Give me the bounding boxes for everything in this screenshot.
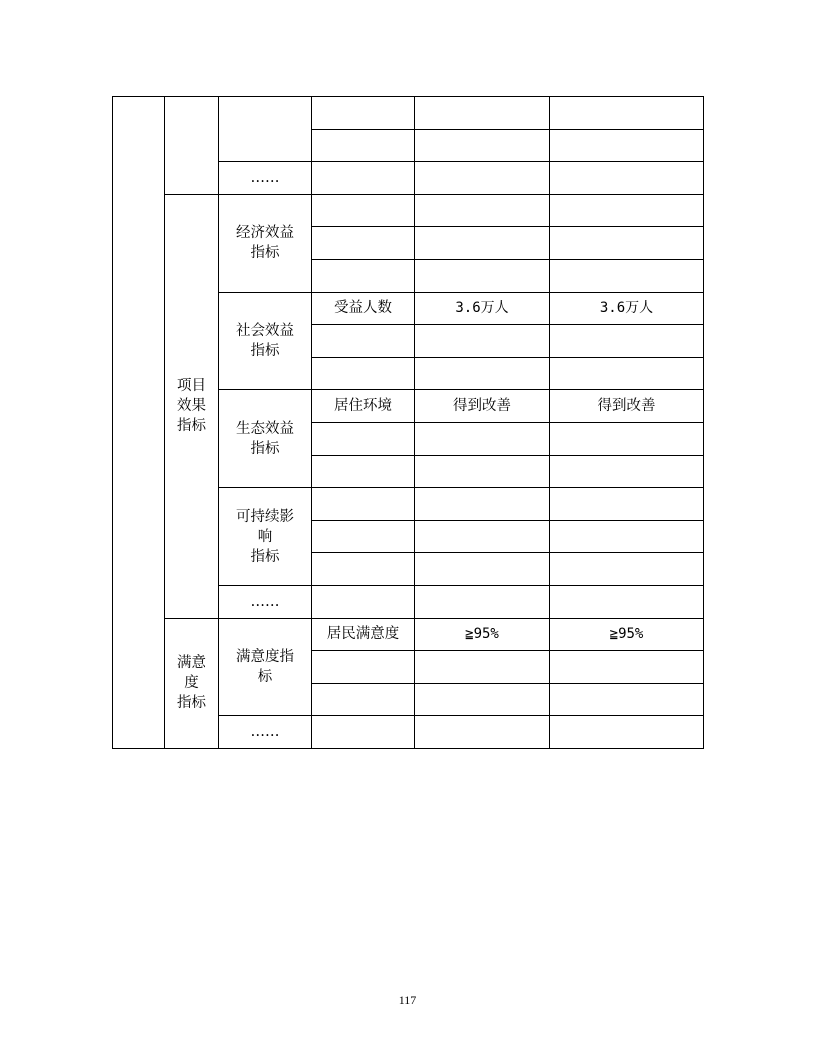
resident-satisfaction-name: 居民满意度 <box>326 626 400 643</box>
satisfaction-subcategory-label: 满意度指 标 <box>236 648 294 685</box>
social-benefit-cell <box>219 292 312 390</box>
target-value-cell <box>415 455 550 488</box>
target-value-cell <box>415 488 550 521</box>
indicator-name-cell <box>312 716 415 749</box>
resident-satisfaction-actual: ≧95% <box>609 626 644 643</box>
beneficiaries-target: 3.6万人 <box>455 300 509 317</box>
actual-value-cell <box>550 716 704 749</box>
indicator-name-cell <box>312 162 415 195</box>
actual-value-cell <box>550 325 704 358</box>
indicator-name-cell <box>312 292 415 325</box>
beneficiaries-name: 受益人数 <box>334 300 392 317</box>
sustainable-impact-cell <box>219 488 312 586</box>
actual-value-cell <box>550 618 704 651</box>
target-value-cell <box>415 129 550 162</box>
ecological-benefit-label: 生态效益 指标 <box>236 420 294 457</box>
social-benefit-label: 社会效益 指标 <box>236 322 294 359</box>
indicator-name-cell <box>312 227 415 260</box>
performance-indicator-table <box>112 96 704 749</box>
target-value-cell <box>415 683 550 716</box>
actual-value-cell <box>550 455 704 488</box>
satisfaction-category-cell <box>165 618 219 749</box>
page-number: 117 <box>398 993 417 1007</box>
target-value-cell <box>415 162 550 195</box>
target-value-cell <box>415 585 550 618</box>
indicator-name-cell <box>312 585 415 618</box>
actual-value-cell <box>550 651 704 684</box>
target-value-cell <box>415 716 550 749</box>
living-environment-actual: 得到改善 <box>597 398 656 415</box>
target-value-cell <box>415 618 550 651</box>
satisfaction-category-label: 满意 度 指标 <box>177 655 206 712</box>
actual-value-cell <box>550 683 704 716</box>
economic-benefit-label: 经济效益 指标 <box>236 225 294 262</box>
actual-value-cell <box>550 292 704 325</box>
indicator-name-cell <box>312 422 415 455</box>
previous-category-cell <box>165 97 219 195</box>
ellipsis-text: …… <box>250 593 280 610</box>
target-value-cell <box>415 520 550 553</box>
ecological-benefit-cell <box>219 390 312 488</box>
target-value-cell <box>415 553 550 586</box>
actual-value-cell <box>550 422 704 455</box>
actual-value-cell <box>550 390 704 423</box>
table-row <box>113 97 704 130</box>
effect-category-cell <box>165 194 219 618</box>
indicator-name-cell <box>312 129 415 162</box>
target-value-cell <box>415 357 550 390</box>
effect-category-label: 项目 效果 指标 <box>177 378 206 435</box>
actual-value-cell <box>550 162 704 195</box>
first-column-merged-cell <box>113 97 165 749</box>
indicator-name-cell <box>312 488 415 521</box>
target-value-cell <box>415 422 550 455</box>
actual-value-cell <box>550 488 704 521</box>
resident-satisfaction-target: ≧95% <box>465 626 499 643</box>
living-environment-target: 得到改善 <box>453 398 511 415</box>
actual-value-cell <box>550 129 704 162</box>
actual-value-cell <box>550 520 704 553</box>
actual-value-cell <box>550 259 704 292</box>
satisfaction-subcategory-cell <box>219 618 312 716</box>
target-value-cell <box>415 651 550 684</box>
ellipsis-cell <box>219 585 312 618</box>
indicator-name-cell <box>312 520 415 553</box>
indicator-name-cell <box>312 683 415 716</box>
indicator-name-cell <box>312 618 415 651</box>
indicator-name-cell <box>312 325 415 358</box>
target-value-cell <box>415 194 550 227</box>
target-value-cell <box>415 325 550 358</box>
actual-value-cell <box>550 227 704 260</box>
indicator-name-cell <box>312 194 415 227</box>
indicator-name-cell <box>312 357 415 390</box>
living-environment-name: 居住环境 <box>334 398 392 415</box>
target-value-cell <box>415 227 550 260</box>
target-value-cell <box>415 259 550 292</box>
target-value-cell <box>415 390 550 423</box>
sustainable-impact-label: 可持续影 响 指标 <box>236 508 294 565</box>
actual-value-cell <box>550 585 704 618</box>
ellipsis-text: …… <box>250 169 280 186</box>
target-value-cell <box>415 97 550 130</box>
indicator-name-cell <box>312 390 415 423</box>
ellipsis-cell <box>219 716 312 749</box>
indicator-name-cell <box>312 553 415 586</box>
economic-benefit-cell <box>219 194 312 292</box>
table-row <box>113 194 704 227</box>
table-row <box>113 618 704 651</box>
beneficiaries-actual: 3.6万人 <box>599 300 654 317</box>
actual-value-cell <box>550 194 704 227</box>
previous-subcategory-cell <box>219 97 312 162</box>
actual-value-cell <box>550 553 704 586</box>
ellipsis-cell <box>219 162 312 195</box>
actual-value-cell <box>550 97 704 130</box>
indicator-name-cell <box>312 651 415 684</box>
indicator-name-cell <box>312 259 415 292</box>
target-value-cell <box>415 292 550 325</box>
ellipsis-text: …… <box>250 724 280 741</box>
actual-value-cell <box>550 357 704 390</box>
indicator-name-cell <box>312 455 415 488</box>
indicator-name-cell <box>312 97 415 130</box>
